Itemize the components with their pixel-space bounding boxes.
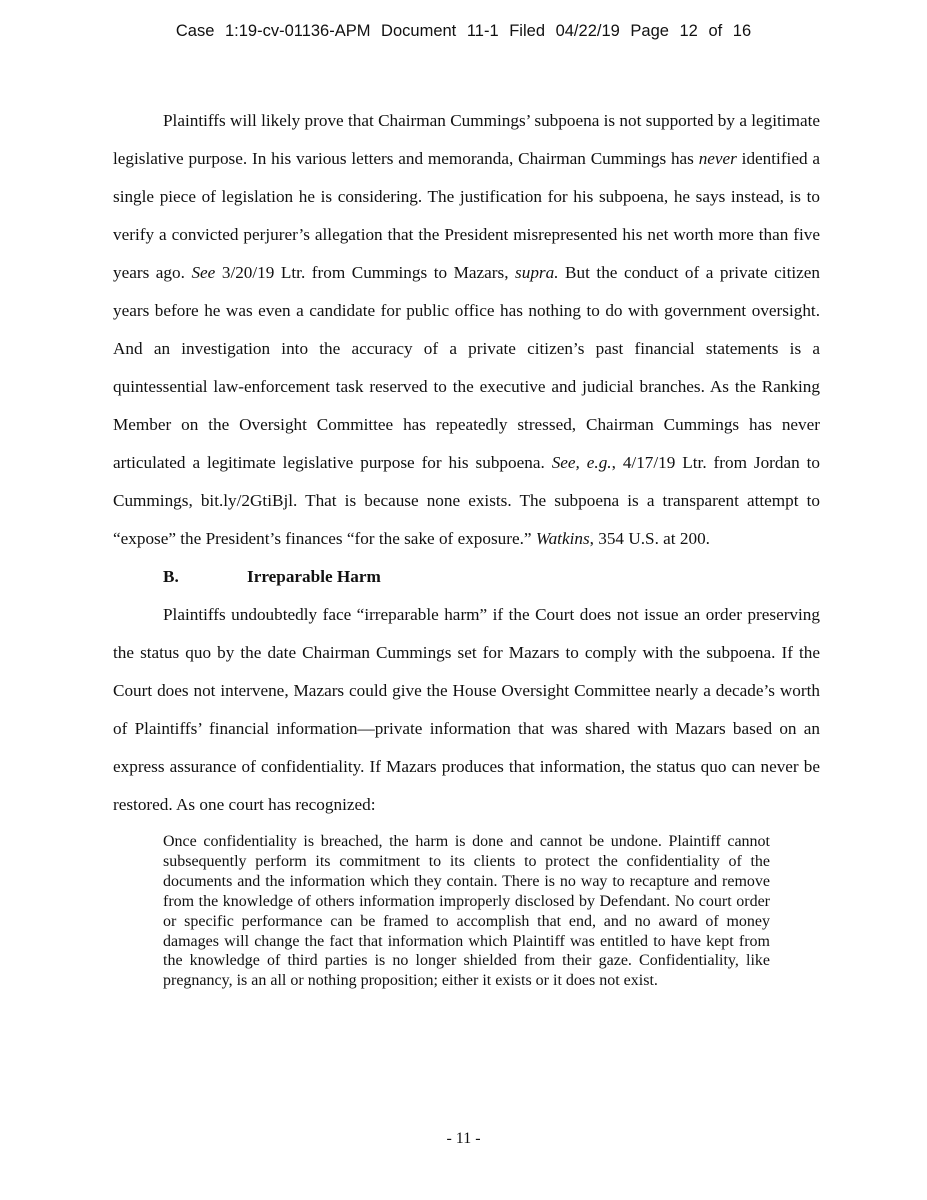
italic-text: See <box>191 263 216 282</box>
page-number: - 11 - <box>446 1130 481 1147</box>
text-run: , 354 U.S. at 200. <box>589 529 710 548</box>
section-number: B. <box>163 567 179 586</box>
italic-text: Watkins <box>535 529 590 548</box>
italic-text: See, e.g. <box>551 453 612 472</box>
block-quote: Once confidentiality is breached, the harm is done and cannot be undone. Plaintiff cannot subsequently perform its commitment to its clients to protect the confidentiality of the documents and the information which they contain. There is no way to recapture and remove from the knowledge of others information improperly disclosed by Defendant. No court order or specific performance can be framed to accomplish that end, and no award of money damages will change the fact that information which Plaintiff was entitled to have kept from the knowledge of third parties is no longer shielded from their gaze. Confidentiality, like pregnancy, is an all or nothing proposition; either it exists or it does not exist. <box>163 833 770 990</box>
text-run: Plaintiffs will likely prove that Chairman Cummings’ subpoena is not supported by a legitimate legislative purpose. In his various letters and memoranda, Chairman Cummings has <box>113 111 820 168</box>
document-body <box>113 102 820 991</box>
section-heading <box>113 558 820 596</box>
text-run: 3/20/19 Ltr. from Cummings to Mazars, <box>215 263 516 282</box>
text-run: Plaintiffs undoubtedly face “irreparable harm” if the Court does not issue an order preserving the status quo by the date Chairman Cummings set for Mazars to comply with the subpoena. If the Court does not intervene, Mazars could give the House Oversight Committee nearly a decade’s worth of Plaintiffs’ financial information—private information that was shared with Mazars based on an express assurance of confidentiality. If Mazars produces that information, the status quo can never be restored. As one court has recognized: <box>113 605 820 814</box>
case-header: Case 1:19-cv-01136-APM Document 11-1 Filed 04/22/19 Page 12 of 16 <box>175 22 752 40</box>
italic-text: never <box>698 149 737 168</box>
text-run: identified a single piece of legislation he is considering. The justification for his subpoena, he says instead, is to verify a convicted perjurer’s allegation that the President misrepresented his net worth more than five years ago. <box>113 149 820 282</box>
paragraph-legislative-purpose <box>113 102 820 558</box>
text-run: But the conduct of a private citizen years before he was even a candidate for public office has nothing to do with government oversight. And an investigation into the accuracy of a private citizen’s past financial statements is a quintessential law-enforcement task reserved to the executive and judicial branches. As the Ranking Member on the Oversight Committee has repeatedly stressed, Chairman Cummings has never articulated a legitimate legislative purpose for his subpoena. <box>113 263 820 472</box>
paragraph-irreparable-harm <box>113 596 820 824</box>
text-run: , 4/17/19 Ltr. from Jordan to Cummings, bit.ly/2GtiBjl. That is because none exists. The subpoena is a transparent attempt to “expose” the President’s finances “for the sake of exposure.” <box>113 453 821 548</box>
italic-text: supra. <box>515 263 559 282</box>
section-title: Irreparable Harm <box>247 567 381 586</box>
